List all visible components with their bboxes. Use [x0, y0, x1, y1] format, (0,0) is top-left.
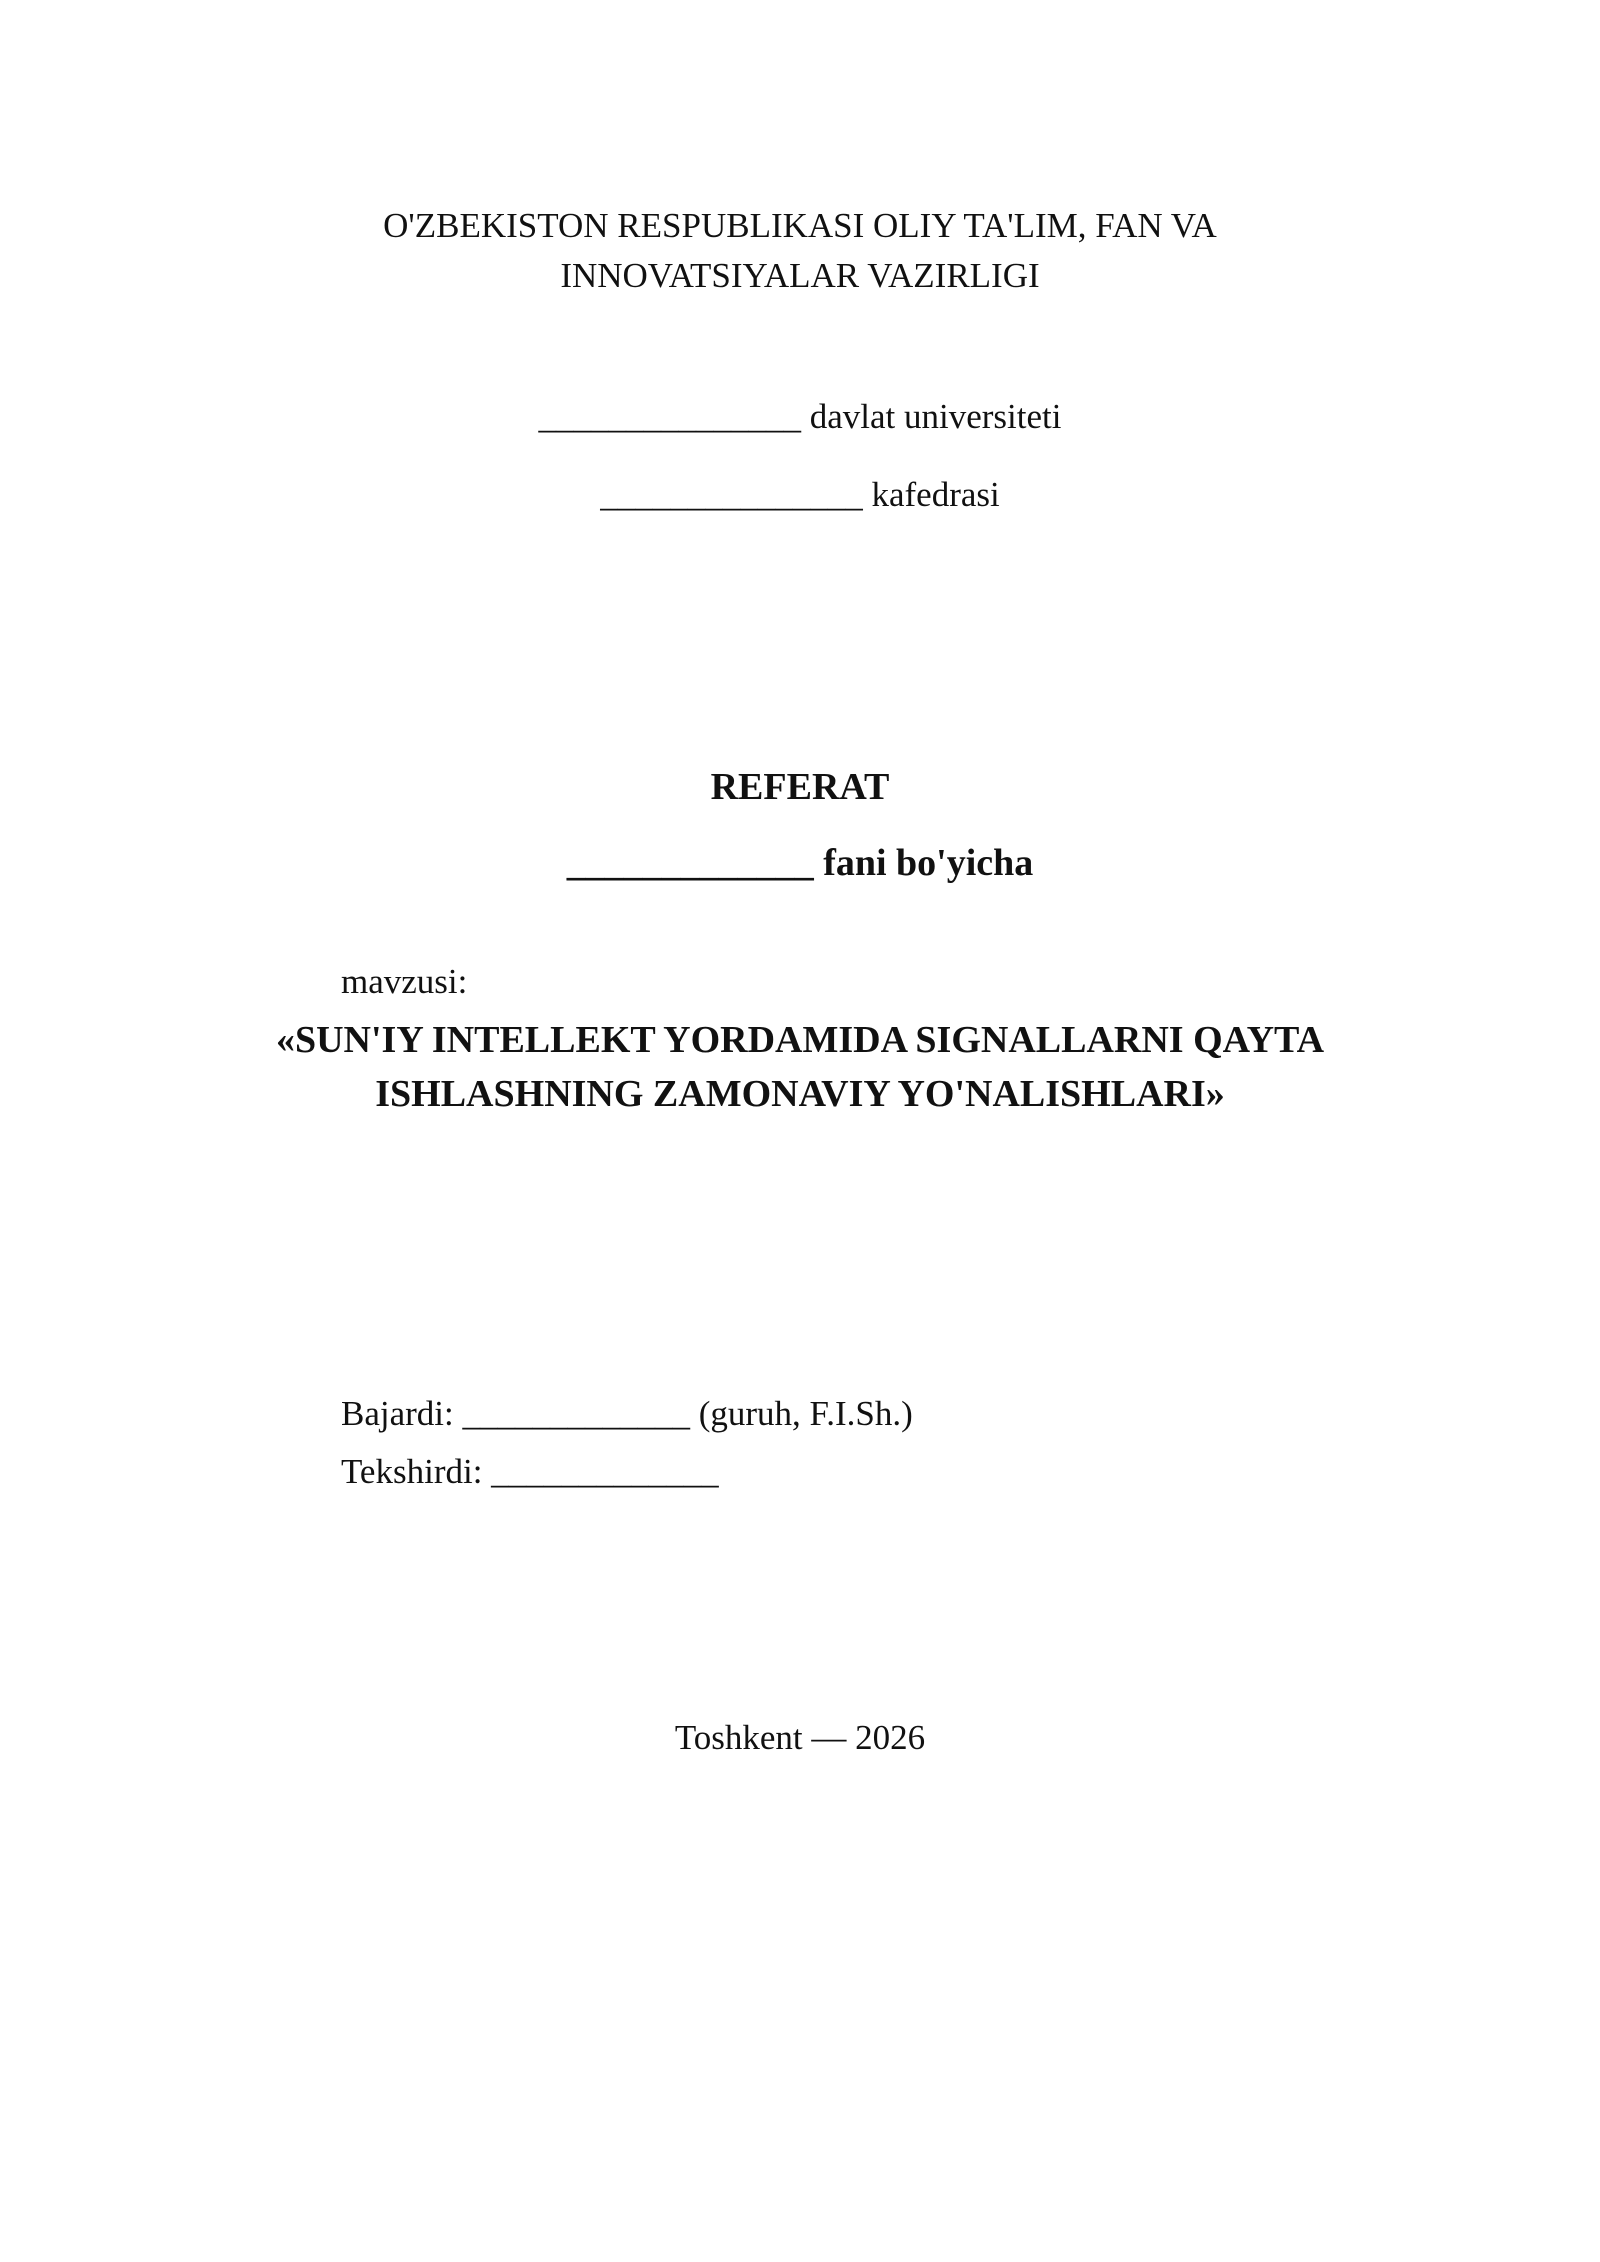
topic-title-line-2: ISHLASHNING ZAMONAVIY YO'NALISHLARI» — [375, 1073, 1225, 1115]
ministry-title-line-2: INNOVATSIYALAR VAZIRLIGI — [560, 256, 1040, 295]
university-line: _______________ davlat universiteti — [538, 397, 1062, 436]
performed-by-line: Bajardi: _____________ (guruh, F.I.Sh.) — [341, 1394, 913, 1433]
ministry-title-line-1: O'ZBEKISTON RESPUBLIKASI OLIY TA'LIM, FAN VA — [383, 206, 1217, 245]
checked-by-line: Tekshirdi: _____________ — [341, 1452, 719, 1491]
document-type-heading: REFERAT — [710, 766, 890, 808]
department-line: _______________ kafedrasi — [600, 475, 1000, 514]
subject-line: _____________ fani bo'yicha — [566, 842, 1034, 884]
topic-label: mavzusi: — [341, 962, 468, 1001]
topic-title-line-1: «SUN'IY INTELLEKT YORDAMIDA SIGNALLARNI QAYTA — [275, 1019, 1325, 1061]
place-and-year: Toshkent — 2026 — [674, 1718, 926, 1757]
